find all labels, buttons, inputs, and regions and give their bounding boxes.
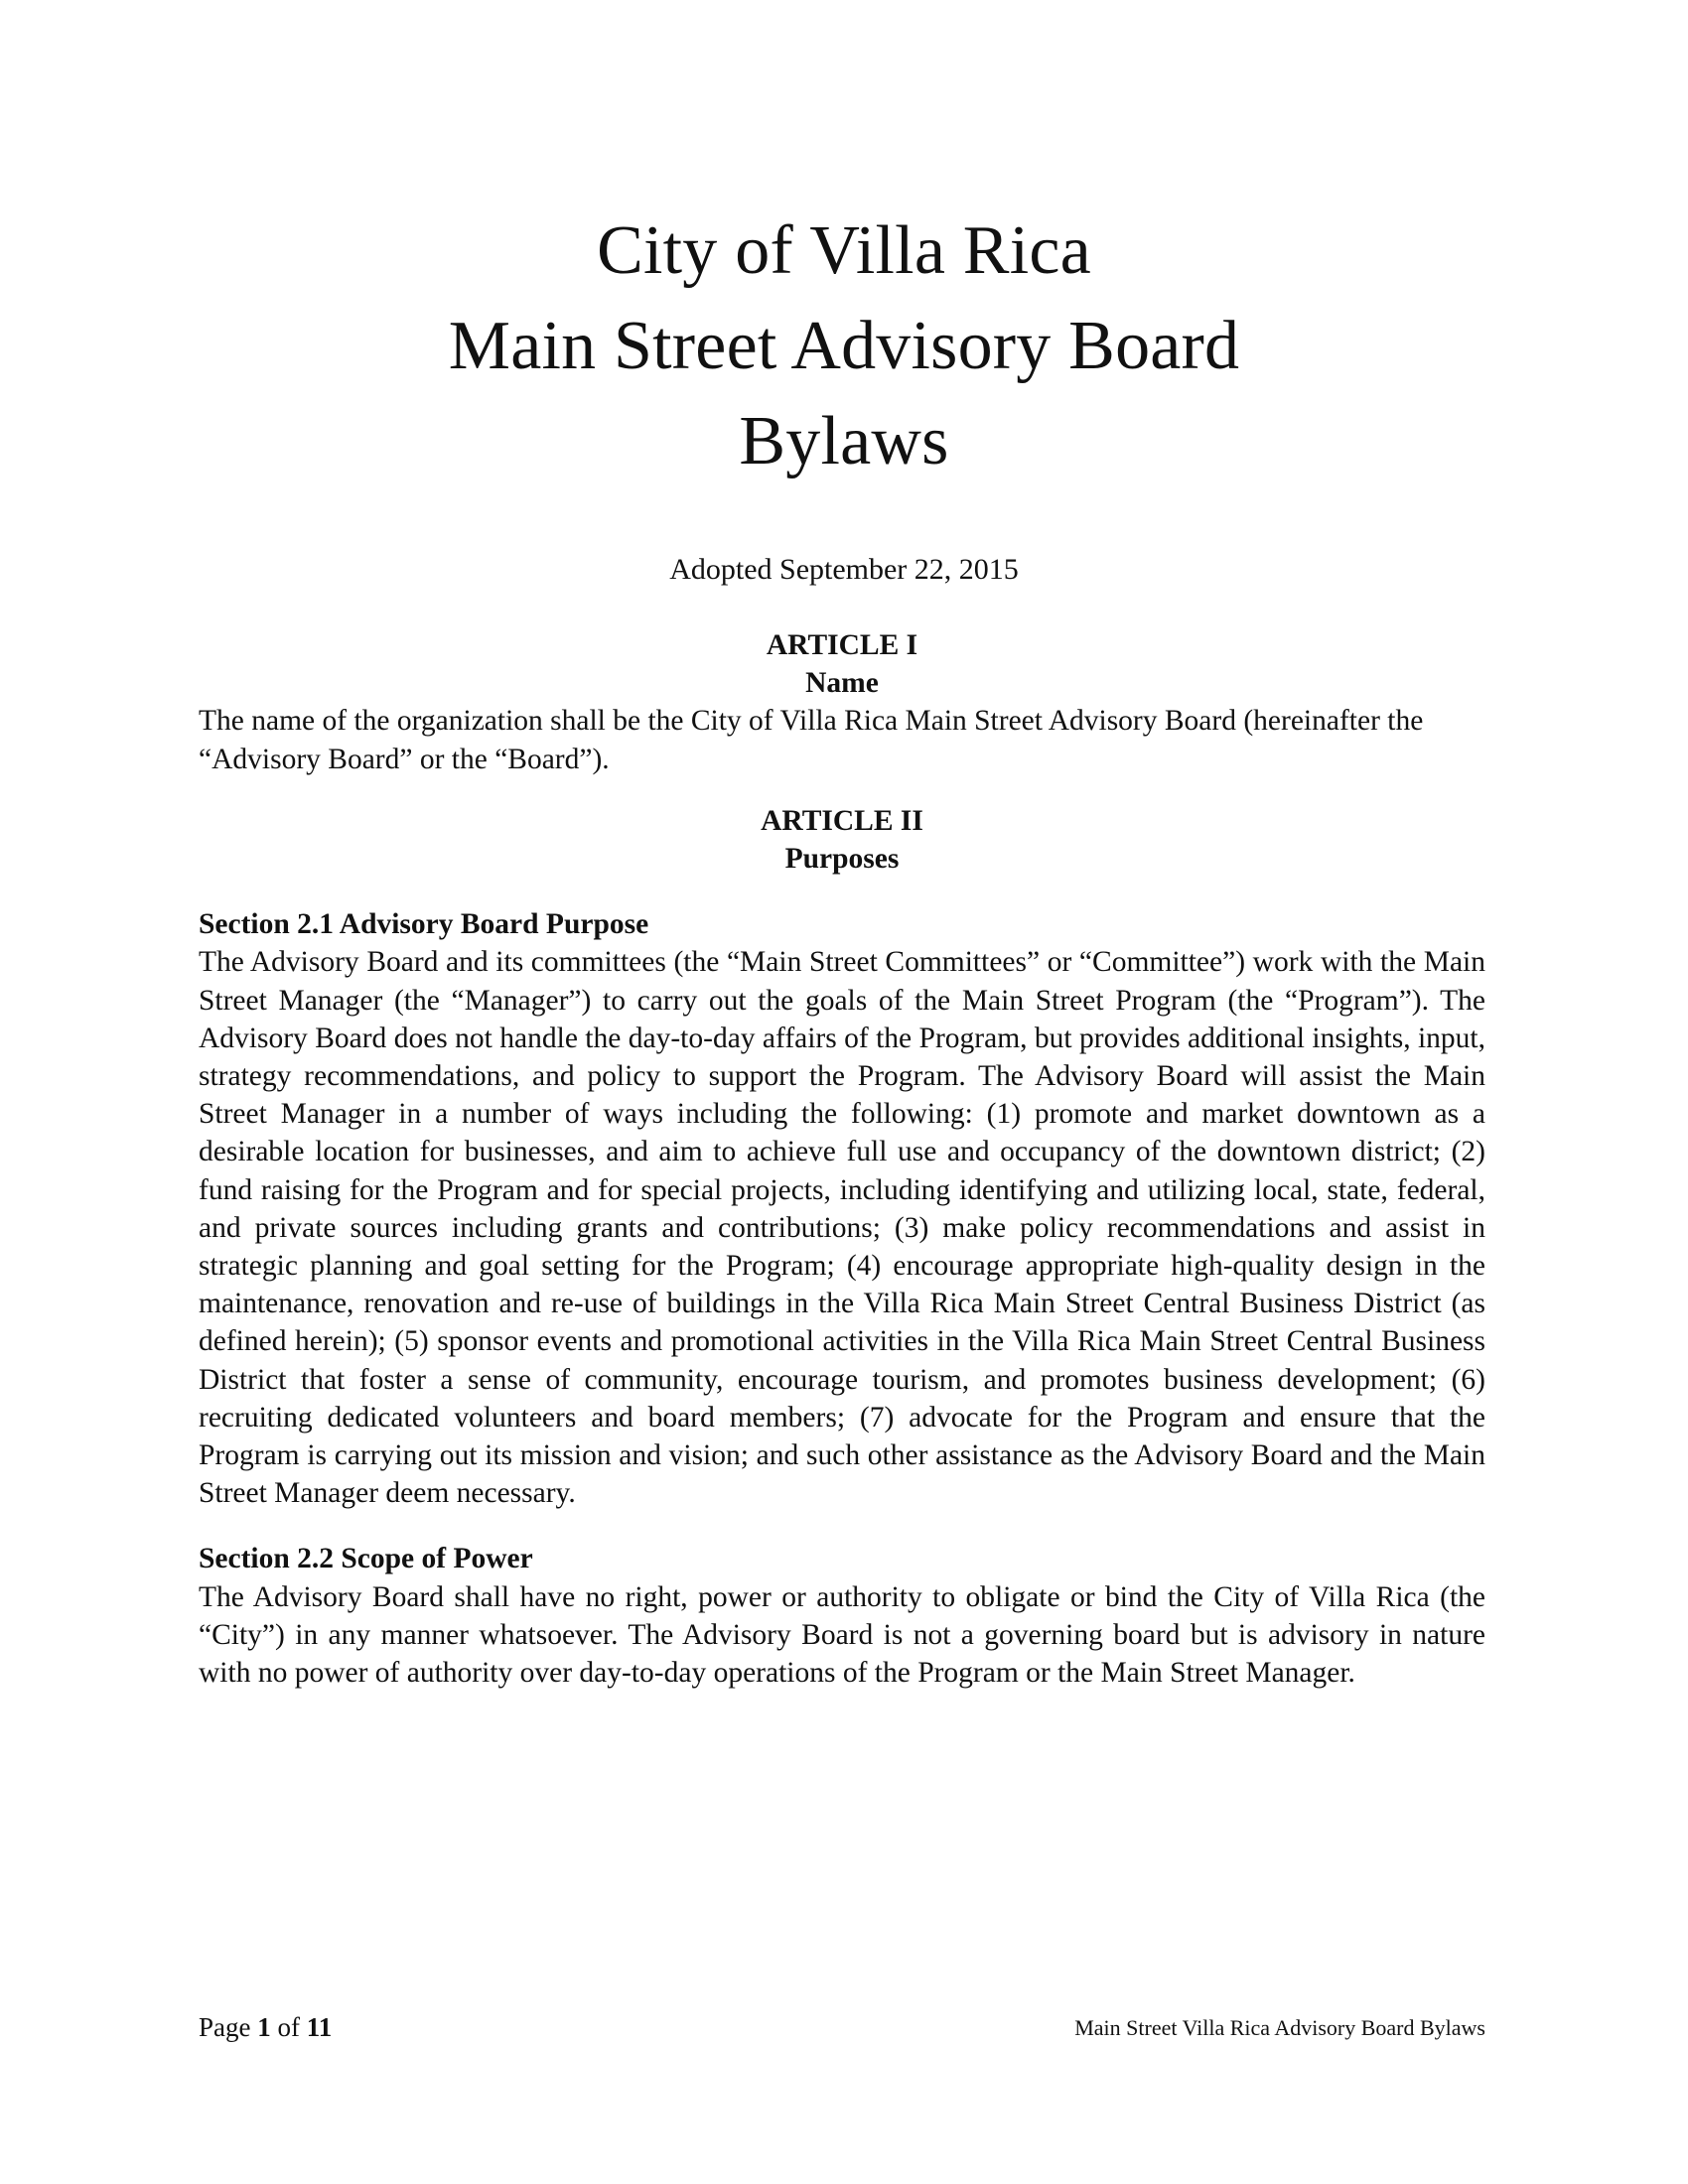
document-title (0, 204, 1688, 489)
title-line-city: City of Villa Rica (597, 212, 1091, 289)
page-word: Page (199, 2012, 251, 2042)
article-2 (199, 802, 1485, 1692)
document-body (199, 626, 1485, 1692)
article-1-heading: ARTICLE I (766, 629, 918, 661)
section-2-1-text: The Advisory Board and its committees (the “Main Street Committees” or “Committee”) work with the Main Street Manager (the “Manager”) to carry out the goals of the Main Street Program (the “Program”). The Advisory Board does not handle the day-to-day affairs of the Program, but provides additional insights, input, strategy recommendations, and policy to support the Program. The Advisory Board will assist the Main Street Manager in a number of ways including the following: (1) promote and market downtown as a desirable location for businesses, and aim to achieve full use and occupancy of the downtown district; (2) fund raising for the Program and for special projects, including identifying and utilizing local, state, federal, and private sources including grants and contributions; (3) make policy recommendations and assist in strategic planning and goal setting for the Program; (4) encourage appropriate high-quality design in the maintenance, renovation and re-use of buildings in the Villa Rica Main Street Central Business District (as defined herein); (5) sponsor events and promotional activities in the Villa Rica Main Street Central Business District that foster a sense of community, encourage tourism, and promotes business development; (6) recruiting dedicated volunteers and board members; (7) advocate for the Program and ensure that the Program is carrying out its mission and vision; and such other assistance as the Advisory Board and the Main Street Manager deem necessary. (199, 946, 1485, 1510)
section-2-2-text: The Advisory Board shall have no right, power or authority to obligate or bind the City of Villa Rica (the “City”) in any manner whatsoever. The Advisory Board is not a governing board but is advisory in nature with no power of authority over day-to-day operations of the Program or the Main Street Manager. (199, 1580, 1485, 1690)
article-1 (199, 626, 1485, 778)
page-current: 1 (257, 2012, 271, 2042)
page-of: of (277, 2012, 300, 2042)
page-footer (199, 2009, 1485, 2045)
page-total: 11 (306, 2012, 333, 2042)
article-1-text: The name of the organization shall be the City of Villa Rica Main Street Advisory Board (hereinafter the “Advisory Board” or the “Board”). (199, 705, 1424, 775)
section-2-1-heading: Section 2.1 Advisory Board Purpose (199, 908, 649, 941)
title-line-bylaws: Bylaws (739, 403, 949, 479)
section-2-1 (199, 905, 1485, 1512)
title-line-board: Main Street Advisory Board (448, 308, 1240, 384)
article-2-heading: ARTICLE II (761, 804, 923, 837)
section-2-2-heading: Section 2.2 Scope of Power (199, 1543, 533, 1575)
article-2-subheading: Purposes (784, 843, 900, 876)
article-1-subheading: Name (805, 667, 879, 700)
page-number (199, 2009, 332, 2045)
adopted-date: Adopted September 22, 2015 (669, 553, 1019, 586)
footer-document-name: Main Street Villa Rica Advisory Board Bylaws (1074, 2015, 1485, 2040)
section-2-2 (199, 1540, 1485, 1692)
